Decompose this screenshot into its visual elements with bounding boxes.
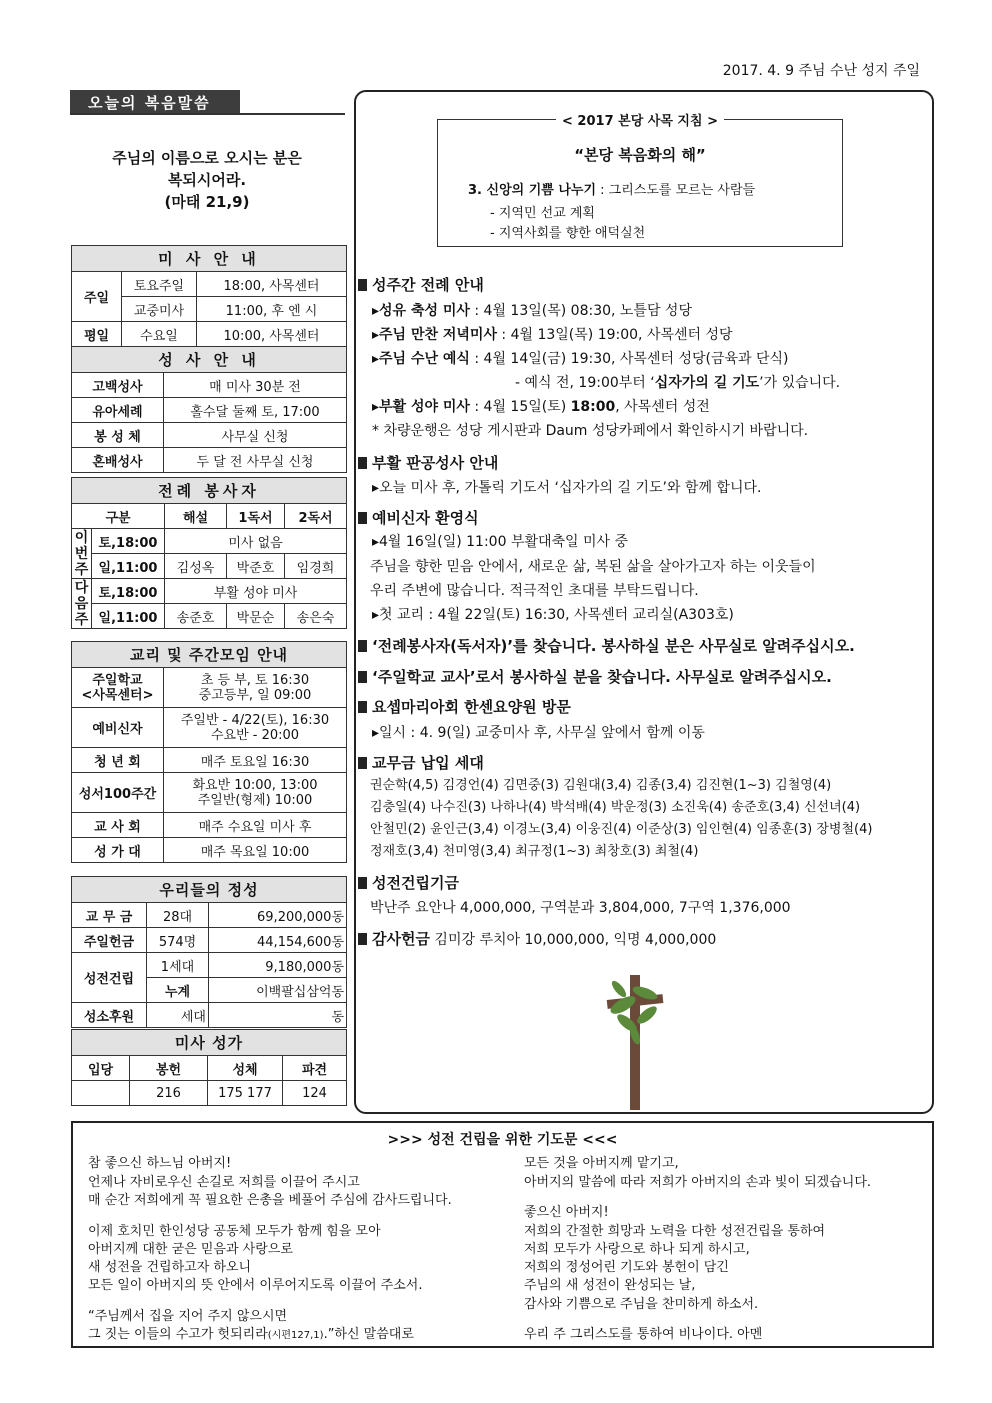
bullet-square-icon — [358, 877, 367, 889]
line-text: , 사목센터 성전 — [615, 399, 710, 415]
section-title-text: 요셉마리아회 한센요양원 방문 — [372, 698, 571, 716]
prayer-line: 좋으신 아버지! — [524, 1205, 609, 1220]
welcome-line: 우리 주변에 많습니다. 적극적인 초대를 부탁드립니다. — [370, 583, 699, 599]
hymn-col: 파견 — [283, 1056, 347, 1081]
mass-slot: 토,18:00 — [92, 529, 165, 554]
prayer-line: “주님께서 집을 지어 주지 않으시면 — [88, 1309, 288, 1324]
offering-count: 누계 — [147, 978, 209, 1003]
notice-teachers — [358, 666, 832, 687]
visit-title — [358, 696, 571, 717]
notice-readers — [358, 635, 855, 656]
bible-info — [164, 773, 347, 813]
section-title-text: 감사헌금 — [372, 930, 430, 948]
visit-line: ▸일시 : 4. 9(일) 교중미사 후, 사무실 앞에서 함께 이동 — [372, 725, 705, 741]
hymns-table — [71, 1029, 347, 1106]
sacrament-name: 봉 성 체 — [72, 423, 164, 448]
next-week-label: 다음주 — [72, 579, 92, 629]
holy-week-line — [372, 300, 692, 320]
verse-line-2: 복되시어라. — [167, 171, 247, 189]
hymn-col: 입당 — [72, 1056, 130, 1081]
sacrament-header: 성 사 안 내 — [72, 347, 347, 373]
offering-amount: 44,154,600동 — [209, 928, 347, 953]
line-text: : 4월 14일(금) 19:30, 사목센터 성당(금육과 단식) — [469, 351, 789, 367]
holy-week-title — [358, 274, 484, 295]
prayer-line: 아버지의 말씀에 따라 저희가 아버지의 손과 빛이 되겠습니다. — [524, 1175, 872, 1190]
catechumen-info — [164, 708, 347, 748]
this-week-label: 이번주 — [72, 529, 92, 579]
names-line: 정재호(3,4) 천미영(3,4) 최규정(1~3) 최창호(3) 최철(4) — [370, 844, 699, 859]
policy-motto: “본당 복음화의 해” — [574, 146, 706, 164]
policy-sub: - 지역민 선교 계획 — [490, 206, 595, 221]
line-bold: ▸주님 수난 예식 — [372, 351, 470, 367]
hymns-header: 미사 성가 — [72, 1030, 347, 1056]
gospel-verse — [72, 147, 342, 213]
prayer-line: 모든 것을 아버지께 맡기고, — [524, 1156, 679, 1171]
prayer-box — [71, 1121, 934, 1348]
info-line: 화요반 10:00, 13:00 — [192, 777, 318, 793]
server-name: 박문순 — [227, 604, 285, 629]
building-fund-title — [358, 872, 459, 893]
mass-time: 10:00, 사목센터 — [197, 322, 347, 347]
mass-slot: 토,18:00 — [92, 579, 165, 604]
offerings-table — [71, 876, 347, 1028]
liturgy-servers-table — [71, 477, 347, 629]
thanks-offering — [358, 928, 716, 949]
server-note: 미사 없음 — [165, 529, 347, 554]
section-title-text: 예비신자 환영식 — [372, 509, 479, 527]
catechumen-label: 예비신자 — [72, 708, 164, 748]
server-name: 임경희 — [285, 554, 347, 579]
mass-type: 토요주일 — [122, 272, 197, 297]
mass-time: 18:00, 사목센터 — [197, 272, 347, 297]
offering-amount: 69,200,000동 — [209, 903, 347, 928]
bullet-square-icon — [358, 512, 367, 524]
sacrament-info: 홀수달 둘째 토, 17:00 — [164, 398, 347, 423]
welcome-line: ▸첫 교리 : 4월 22일(토) 16:30, 사목센터 교리실(A303호) — [372, 607, 734, 623]
section-title-text: 성전건립기금 — [372, 874, 459, 892]
sacrament-info: 사무실 신청 — [164, 423, 347, 448]
server-note: 부활 성야 미사 — [165, 579, 347, 604]
server-name: 송은숙 — [285, 604, 347, 629]
bullet-square-icon — [358, 671, 367, 683]
offering-amount: 동 — [209, 1003, 347, 1028]
policy-point-rest: : 그리스도를 모르는 사람들 — [596, 183, 756, 198]
bullet-square-icon — [358, 757, 367, 769]
names-line: 안철민(2) 윤인근(3,4) 이경노(3,4) 이웅진(4) 이준상(3) 임인현(4) 임종훈(3) 장병철(4) — [370, 822, 873, 837]
section-title-text: 성주간 전례 안내 — [372, 276, 484, 294]
welcome-line: 주님을 향한 믿음 안에서, 새로운 삶, 복된 삶을 살아가고자 하는 이웃들이 — [370, 559, 816, 575]
mass-time: 11:00, 후 엔 시 — [197, 297, 347, 322]
weekday-label: 평일 — [72, 322, 122, 347]
line-text: : 4월 13일(목) 08:30, 노틀담 성당 — [469, 303, 692, 319]
offering-label: 성소후원 — [72, 1003, 147, 1028]
sacrament-name: 혼배성사 — [72, 448, 164, 473]
prayer-line: 이제 호치민 한인성당 공동체 모두가 함께 힘을 모아 — [88, 1224, 381, 1239]
offering-label: 주일헌금 — [72, 928, 147, 953]
sunday-school-label — [72, 668, 164, 708]
thanks-text: 김미강 루치아 10,000,000, 익명 4,000,000 — [429, 932, 717, 948]
offering-amount: 이백팔십삼억동 — [209, 978, 347, 1003]
server-name: 박준호 — [227, 554, 285, 579]
names-line: 김충일(4) 나수진(3) 나하나(4) 박석배(4) 박운정(3) 소진욱(4) 송준호(3,4) 신선녀(4) — [370, 800, 861, 815]
prayer-line: 우리 주 그리스도를 통하여 비나이다. 아멘 — [524, 1327, 763, 1342]
offerings-header: 우리들의 정성 — [72, 877, 347, 903]
server-name: 김성옥 — [165, 554, 227, 579]
servers-header: 전례 봉사자 — [72, 478, 347, 504]
prayer-line: 새 성전을 건립하고자 하오니 — [88, 1260, 252, 1275]
prayer-line: 참 좋으신 하느님 아버지! — [88, 1156, 232, 1171]
choir-label: 성 가 대 — [72, 838, 164, 863]
catechism-table — [71, 641, 347, 863]
servers-col: 2독서 — [285, 504, 347, 529]
hymn-number: 175 177 — [208, 1081, 283, 1106]
bulletin-date: 2017. 4. 9 주님 수난 성지 주일 — [722, 63, 920, 79]
offering-label: 성전건립 — [72, 953, 147, 1003]
servers-col: 해설 — [165, 504, 227, 529]
catechism-header: 교리 및 주간모임 안내 — [72, 642, 347, 668]
penance-title — [358, 452, 498, 473]
mass-info-header: 미 사 안 내 — [72, 246, 347, 272]
sacrament-name: 유아세례 — [72, 398, 164, 423]
line-text: ’가 있습니다. — [759, 375, 841, 391]
penance-line: ▸오늘 미사 후, 가톨릭 기도서 ‘십자가의 길 기도’와 함께 합니다. — [372, 480, 762, 496]
dues-payers-title — [358, 752, 484, 773]
policy-title: < 2017 본당 사목 지침 > — [556, 114, 724, 129]
offering-label: 교 무 금 — [72, 903, 147, 928]
bullet-square-icon — [358, 640, 367, 652]
info-line: 주일반 - 4/22(토), 16:30 — [180, 712, 330, 728]
section-title-text: 부활 판공성사 안내 — [372, 454, 499, 472]
policy-point-3 — [468, 179, 755, 198]
bullet-square-icon — [358, 279, 367, 291]
psalm-reference: (시편127,1) — [267, 1330, 324, 1341]
building-fund-line: 박난주 요안나 4,000,000, 구역분과 3,804,000, 7구역 1,376,000 — [370, 900, 791, 916]
prayer-line: 언제나 자비로우신 손길로 저희를 이끌어 주시고 — [88, 1175, 360, 1190]
label-line: 주일학교 — [92, 672, 143, 688]
palm-cross-illustration — [605, 975, 665, 1110]
youth-label: 청 년 회 — [72, 748, 164, 773]
holy-week-line — [515, 372, 840, 392]
bullet-square-icon — [358, 933, 367, 945]
mass-slot: 일,11:00 — [92, 604, 165, 629]
section-title-text: ‘전례봉사자(독서자)’를 찾습니다. 봉사하실 분은 사무실로 알려주십시오. — [372, 637, 855, 655]
mass-type: 수요일 — [122, 322, 197, 347]
info-line: 수요반 - 20:00 — [210, 727, 300, 743]
prayer-line: 매 순간 저희에게 꼭 필요한 은총을 베풀어 주심에 감사드립니다. — [88, 1193, 452, 1208]
hymn-number — [72, 1081, 130, 1106]
teachers-label: 교 사 회 — [72, 813, 164, 838]
policy-point-bold: 3. 신앙의 기쁨 나누기 — [468, 183, 597, 198]
line-bold: 십자가의 길 기도 — [654, 375, 760, 391]
prayer-line: 아버지께 대한 굳은 믿음과 사랑으로 — [88, 1242, 293, 1257]
prayer-text: 그 짓는 이들의 수고가 헛되리라 — [88, 1327, 268, 1342]
prayer-line: 저희의 정성어린 기도와 봉헌이 담긴 — [524, 1260, 729, 1275]
prayer-title: >>> 성전 건립을 위한 기도문 <<< — [387, 1132, 618, 1148]
prayer-line: 저희 모두가 사랑으로 하나 되게 하시고, — [524, 1242, 750, 1257]
sacrament-table — [71, 346, 347, 473]
holy-week-line — [372, 324, 733, 344]
verse-line-1: 주님의 이름으로 오시는 분은 — [112, 149, 302, 167]
mass-type: 교중미사 — [122, 297, 197, 322]
bullet-square-icon — [358, 457, 367, 469]
hymn-col: 성체 — [208, 1056, 283, 1081]
holy-week-note: * 차량운행은 성당 게시판과 Daum 성당카페에서 확인하시기 바랍니다. — [372, 423, 809, 439]
holy-week-line — [372, 348, 789, 368]
pastoral-policy-box — [437, 114, 843, 247]
prayer-text: .”하신 말씀대로 — [323, 1327, 414, 1342]
hymn-number: 216 — [130, 1081, 208, 1106]
prayer-line: 저희의 간절한 희망과 노력을 다한 성전건립을 통하여 — [524, 1224, 826, 1239]
section-title-text: ‘주일학교 교사’로서 봉사하실 분을 찾습니다. 사무실로 알려주십시오. — [372, 668, 832, 686]
hymn-col: 봉헌 — [130, 1056, 208, 1081]
offering-count: 1세대 — [147, 953, 209, 978]
prayer-line: 감사와 기쁨으로 주님을 찬미하게 하소서. — [524, 1297, 759, 1312]
offering-amount: 9,180,000동 — [209, 953, 347, 978]
policy-sub: - 지역사회를 향한 애덕실천 — [490, 226, 646, 241]
sacrament-info: 두 달 전 사무실 신청 — [164, 448, 347, 473]
bullet-square-icon — [358, 701, 367, 713]
info-line: 주일반(형제) 10:00 — [197, 792, 313, 808]
line-bold: ▸성유 축성 미사 — [372, 303, 470, 319]
prayer-line — [88, 1323, 414, 1342]
label-line: <사목센터> — [81, 687, 154, 703]
bible-label: 성서100주간 — [72, 773, 164, 813]
section-title-text: 교무금 납입 세대 — [372, 754, 484, 772]
sacrament-name: 고백성사 — [72, 373, 164, 398]
holy-week-line — [372, 396, 710, 416]
prayer-line: 주님의 새 성전이 완성되는 날, — [524, 1278, 696, 1293]
line-bold: ▸주님 만찬 저녁미사 — [372, 327, 497, 343]
welcome-title — [358, 507, 479, 528]
mass-info-table — [71, 245, 347, 347]
server-name: 송준호 — [165, 604, 227, 629]
line-text: : 4월 15일(토) — [469, 399, 571, 415]
mass-slot: 일,11:00 — [92, 554, 165, 579]
verse-reference: (마태 21,9) — [164, 193, 250, 211]
line-text: - 예식 전, 19:00부터 ‘ — [515, 375, 655, 391]
teachers-info: 매주 수요일 미사 후 — [164, 813, 347, 838]
offering-count: 28대 — [147, 903, 209, 928]
offering-count: 574명 — [147, 928, 209, 953]
servers-col: 구분 — [72, 504, 165, 529]
sunday-label: 주일 — [72, 272, 122, 322]
sacrament-info: 매 미사 30분 전 — [164, 373, 347, 398]
youth-info: 매주 토요일 16:30 — [164, 748, 347, 773]
line-bold: 18:00 — [570, 399, 616, 415]
gospel-banner-title: 오늘의 복음말씀 — [88, 94, 211, 112]
info-line: 초 등 부, 토 16:30 — [200, 672, 310, 688]
gospel-banner — [70, 90, 345, 114]
servers-col: 1독서 — [227, 504, 285, 529]
offering-count: 세대 — [147, 1003, 209, 1028]
info-line: 중고등부, 일 09:00 — [198, 687, 312, 703]
line-text: : 4월 13일(목) 19:00, 사목센터 성당 — [496, 327, 733, 343]
sunday-school-info — [164, 668, 347, 708]
line-bold: ▸부활 성야 미사 — [372, 399, 470, 415]
prayer-line: 모든 일이 아버지의 뜻 안에서 이루어지도록 이끌어 주소서. — [88, 1278, 423, 1293]
choir-info: 매주 목요일 10:00 — [164, 838, 347, 863]
dues-payers-list — [370, 775, 926, 863]
palm-cross-icon — [605, 975, 665, 1110]
hymn-number: 124 — [283, 1081, 347, 1106]
welcome-line: ▸4월 16일(일) 11:00 부활대축일 미사 중 — [372, 534, 629, 550]
names-line: 권순학(4,5) 김경언(4) 김면중(3) 김원대(3,4) 김종(3,4) 김진현(1~3) 김철영(4) — [370, 778, 832, 793]
